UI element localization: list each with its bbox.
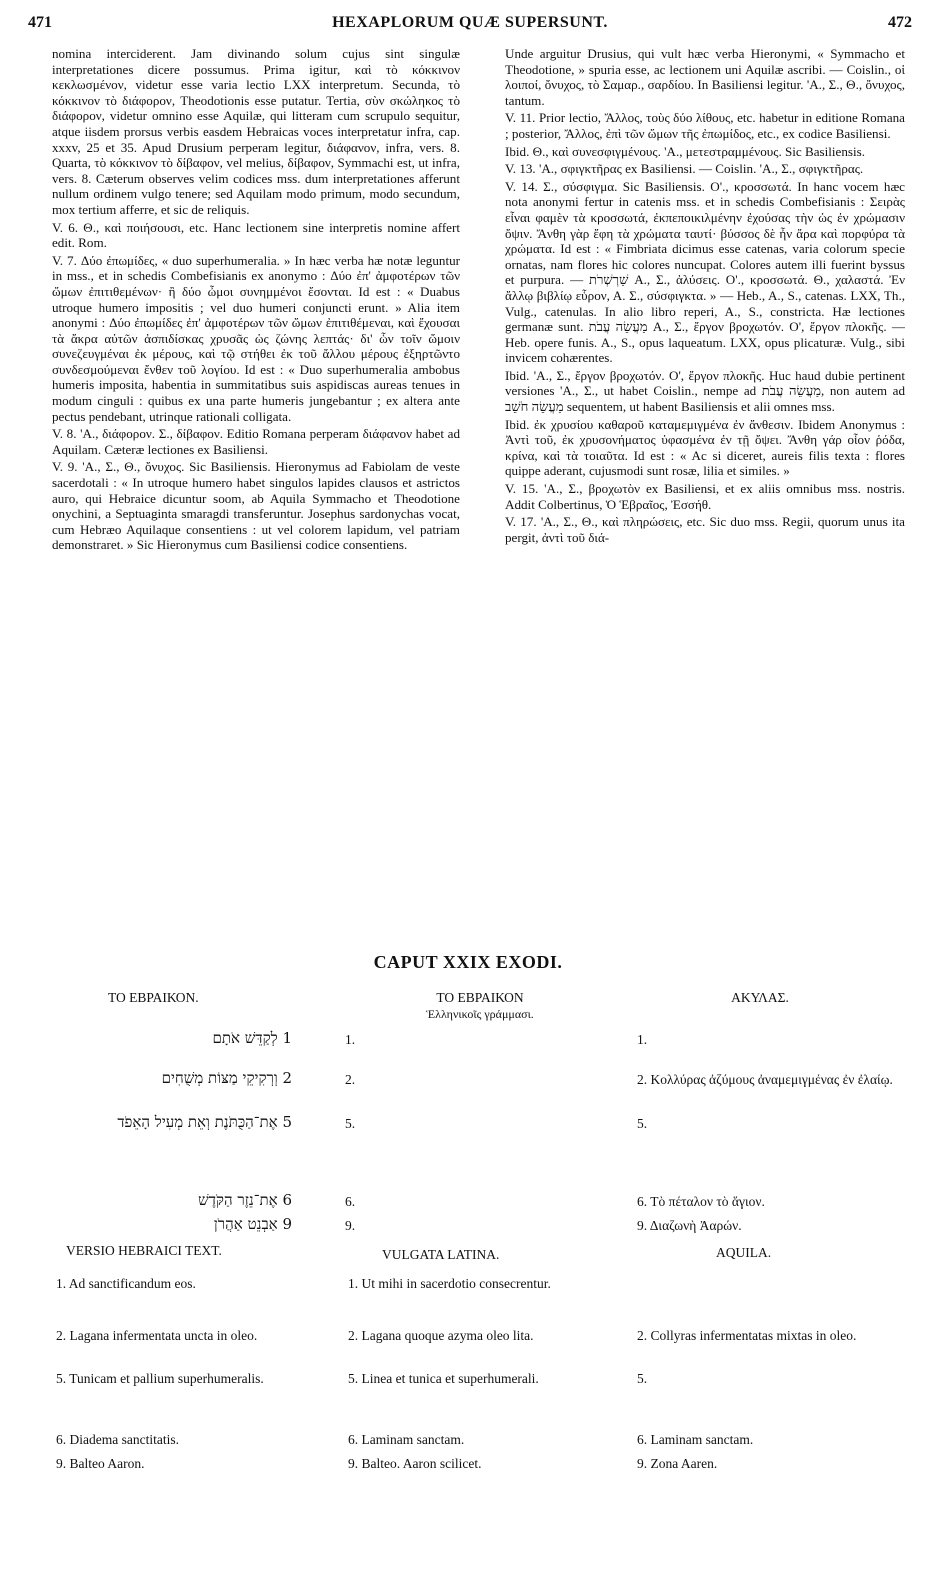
hebrew-column-header: ΤΟ ΕΒΡΑΙΚΟΝ. [108, 990, 199, 1005]
aquila-greek-text: 2. Κολλύρας ἀζύμους ἀναμεμιγμένας ἐν ἐλαίῳ. [637, 1072, 893, 1087]
aquila-latin-text: 6. Laminam sanctam. [637, 1432, 754, 1447]
translit-number: 9. [345, 1218, 356, 1233]
aquila-latin-text: 2. Collyras infermentatas mixtas in oleo. [637, 1328, 857, 1343]
right-column [505, 46, 905, 921]
page-number-left: 471 [28, 14, 52, 31]
left-paragraph: V. 7. Δύο ἐπωμίδες, « duo superhumeralia. » In hæc verba hæ notæ leguntur in mss., et in schedis Combefisianis ex anonymo : Δύο ἐπ' ἀμφοτέρων τῶν ὤμων ἐπιτιθεμένων· ἢ δύο ὦμοι συνημμένοι ἔσονται. Id est : « Duabus utroque humero impositis ; vel duo humeri conjuncti erunt. » Alia item anonymi : Δύο ἐπωμίδες ἐπ' ἀμφοτέρων τῶν ὤμων ἐπιτιθέμεναι, καὶ ἔχουσαι τὰ ἄκρα αὐτῶν ἀσπιδίσκας χρυσᾶς ὡς ζώνης λεπτάς· δι' ὧν τοῖν ὤμοιν συνεζευγμέναι ἐκ μέρους, καὶ τῷ στήθει ἐκ τοῦ ἄλλου μέρους ἐξηρτῶντο συνδεσμούμεναι ἔνθεν τοῦ λογίου. Id est : « Duo superhumeralia ambobus humeris imposita, habentia in summitatibus suis aspidiscas aureas tenues in modum cinguli : quibus ex una parte humeris jungebantur ; ex altera ante pectus pendebant, utrinque rationali colligata. [52, 252, 460, 424]
right-paragraph: Ibid. ἐκ χρυσίου καθαροῦ καταμεμιγμένα ἐν ἄνθεσιν. Ibidem Anonymus : Ἀντὶ τοῦ, ἐκ χρυσονήματος ὑφασμένα ἐν τῇ ὄψει. Ἄνθη γάρ οἷον ῥόδα, κρίνα, καὶ τὰ τοιαῦτα. Id est : « Ac si diceret, aureis filis texta : flores quippe aderant, cujusmodi sunt rosæ, lilia et similes. » [505, 416, 905, 479]
running-title: HEXAPLORUM QUÆ SUPERSUNT. [332, 14, 608, 31]
left-column [52, 46, 460, 921]
page-header [28, 14, 912, 36]
hebrew-text: 1 לְקַדֵּשׁ אֹתָם [212, 1029, 292, 1047]
aquila-greek-text: 9. Διαζωνὴ Ἀαρών. [637, 1218, 742, 1233]
versio-text: 5. Tunicam et pallium superhumeralis. [56, 1371, 264, 1386]
aquila-greek-text: 5. [637, 1116, 648, 1131]
vulgata-text: 2. Lagana quoque azyma oleo lita. [348, 1328, 534, 1343]
aquila-latin-column-header: AQUILA. [716, 1245, 772, 1260]
hebrew-text: 5 אֶת־הַכֻּתֹּנֶת וְאֵת מְעִיל הָאֵפֹד [117, 1113, 292, 1131]
translit-column-header: ΤΟ ΕΒΡΑΙΚΟΝ [436, 990, 524, 1005]
right-paragraph: Ibid. Θ., καὶ συνεσφιγμένους. 'Α., μετεστραμμένους. Sic Basiliensis. [505, 143, 866, 159]
versio-text: 9. Balteo Aaron. [56, 1456, 145, 1471]
aquila-greek-text: 6. Τὸ πέταλον τὸ ἅγιον. [637, 1194, 765, 1209]
versio-text: 1. Ad sanctificandum eos. [56, 1276, 196, 1291]
vulgata-text: 6. Laminam sanctam. [348, 1432, 465, 1447]
hebrew-text: 2 וְרְקִיקֵי מַצּוֹת מְשֻׁחִים [161, 1069, 292, 1087]
right-paragraph: V. 13. 'Α., σφιγκτῆρας ex Basiliensi. — Coislin. 'Α., Σ., σφιγκτῆρας. [505, 161, 864, 177]
aquila-greek-column-header: ΑΚΥΛΑΣ. [731, 990, 789, 1005]
left-paragraph: nomina interciderent. Jam divinando solum cujus sint singulæ interpretationes dicere possumus. Prima igitur, καὶ τὸ κόκκινον κεκλωσμένον, videtur esse varia lectio LXX interpretum. Secunda, τὸ κόκκινον τὸ διάφορον, Theodotionis esse putatur. Tertia, σὺν σκώληκος τὸ διάφορον, videtur omnino esse Aquilæ, qui litteram cum scrupulo sequitur, atque iisdem prorsus verbis easdem Hebraicas voces interpretatur infra, cap. xxxv, 25 et 35. Apud Drusium perperam legitur, διάφανον, infra, vers. 8. Quarta, τὸ κόκκινον τὸ δίβαφον, vel melius, δίβαφον, Symmachi est, ut infra, vers. 8. Cæterum observes velim codices mss. dum interpretationes afferunt nullum ordinem vulgo tenere; sed Aquilam modo primum, modo secundum, mox tertium afferre, et sic de reliquis. [52, 46, 460, 217]
page-number-right: 472 [888, 14, 912, 31]
translit-number: 5. [345, 1116, 356, 1131]
translit-column-subheader: Ἑλληνικοῖς γράμμασι. [426, 1007, 534, 1021]
right-paragraph: V. 11. Prior lectio, Ἄλλος, τοὺς δύο λίθους, etc. habetur in editione Romana ; posterior, Ἄλλος, ἐπὶ τῶν ὤμων τῆς ἐπωμίδος, etc., ex codice Basiliensi. [505, 110, 905, 141]
chapter-title: CAPUT XXIX EXODI. [373, 952, 563, 972]
right-paragraph: V. 14. Σ., σύσφιγμα. Sic Basiliensis. Ο'., κροσσωτά. In hanc vocem hæc nota anonymi fertur in catenis mss. et in schedis Combefisianis : Σειρὰς εἶναι φαμὲν τὰ κροσσωτά, ἐκπεποικιλμένην ἐχούσας τὴν ὡς ἐν χρώμασιν ὄψιν. Ἄνθη γὰρ ἔφη τὰ χρώματα ταυτί· βύσσος δὲ ἦν ἄρα καὶ πορφύρα τὰ χρώματα. Id est : « Fimbriata dicimus esse catenas, varia colorum specie ornatas, nam flores hic colores nuncupat. Colores autem illi fuerint byssus et purpura. — שַׁרְשְׁרֹת Α., Σ., ἀλύσεις. Ο'., κροσσωτά. Θ., χαλαστά. Ἐν ἄλλῳ βιβλίῳ εὗρον, Α. Σ., σύσφιγκτα. » — Heb., A., S., catenas. LXX, Th., Vulg., catenulas. In alio libro reperi, A., S., constricta. Hæ lectiones germanæ sunt. מַעֲשֵׂה עֲבֹת A., Σ., ἔργον βροχωτόν. Ο', ἔργον πλοκῆς. — Heb. opere funis. A., S., opus laqueatum. LXX, opus plicaturæ. Vulg., sibi invicem cohærentes. [505, 178, 905, 366]
vulgata-text: 9. Balteo. Aaron scilicet. [348, 1456, 482, 1471]
left-paragraph: V. 6. Θ., καὶ ποιήσουσι, etc. Hanc lectionem sine interpretis nomine affert edit. Rom. [52, 219, 460, 251]
hebrew-text: 9 אַבְנֵט אַהֲרֹן [213, 1215, 292, 1233]
hebrew-text: 6 אֶת־נֵזֶר הַקֹּדֶשׁ [198, 1191, 292, 1209]
translit-number: 6. [345, 1194, 356, 1209]
right-paragraph: Unde arguitur Drusius, qui vult hæc verba Hieronymi, « Symmacho et Theodotione, » spuria esse, ac lectionem uni Aquilæ ascribi. — Coislin., οἱ λοιποί, ὄνυχος, τὸ Σαμαρ., σαρδίου. In Basiliensi legitur. 'Α., Σ., Θ., ὄνυχος, tantum. [505, 46, 905, 108]
vulgata-text: 1. Ut mihi in sacerdotio consecrentur. [348, 1276, 551, 1291]
translit-number: 2. [345, 1072, 356, 1087]
aquila-greek-text: 1. [637, 1032, 648, 1047]
right-paragraph: V. 17. 'Α., Σ., Θ., καὶ πληρώσεις, etc. Sic duo mss. Regii, quorum unus ita pergit, ἀντὶ τοῦ διά- [505, 514, 905, 545]
versio-column-header: VERSIO HEBRAICI TEXT. [66, 1243, 222, 1258]
right-paragraph: Ibid. 'Α., Σ., ἔργον βροχωτόν. Ο', ἔργον πλοκῆς. Huc haud dubie pertinent versiones 'Α., Σ., ut habet Coislin., nempe ad מַעֲשֵׂה עֲבֹת, non autem ad מַעֲשֵׂה חֹשֵׁב sequentem, ut habent Basiliensis et alii omnes mss. [505, 367, 905, 415]
right-paragraph: V. 15. 'Α., Σ., βροχωτὸν ex Basiliensi, et ex aliis omnibus mss. nostris. Addit Colbertinus, Ὁ Ἑβραῖος, Ἐσσήθ. [505, 481, 905, 512]
vulgata-column-header: VULGATA LATINA. [382, 1247, 500, 1262]
versio-text: 6. Diadema sanctitatis. [56, 1432, 179, 1447]
versio-text: 2. Lagana infermentata uncta in oleo. [56, 1328, 258, 1343]
left-paragraph: V. 8. 'Α., διάφορον. Σ., δίβαφον. Editio Romana perperam διάφανον habet ad Aquilam. Cæteræ lectiones ex Basiliensi. [52, 426, 460, 457]
left-paragraph: V. 9. 'Α., Σ., Θ., ὄνυχος. Sic Basiliensis. Hieronymus ad Fabiolam de veste sacerdotali : « In utroque humero habet singulos lapides clausos et astrictos auro, qui Hebraice dicuntur soom, ab Aquila Symmacho et Theodotione onychini, a Septuaginta smaragdi transferuntur. Josephus sardonychas vocat, cum Hebræo Aquilaque consentiens : ut vel colorem lapidum, vel patriam demonstraret. » Sic Hieronymus cum Basiliensi codice consentiens. [52, 459, 460, 553]
aquila-latin-text: 5. [637, 1371, 648, 1386]
vulgata-text: 5. Linea et tunica et superhumerali. [348, 1371, 539, 1386]
translit-number: 1. [345, 1032, 356, 1047]
aquila-latin-text: 9. Zona Aaren. [637, 1456, 718, 1471]
